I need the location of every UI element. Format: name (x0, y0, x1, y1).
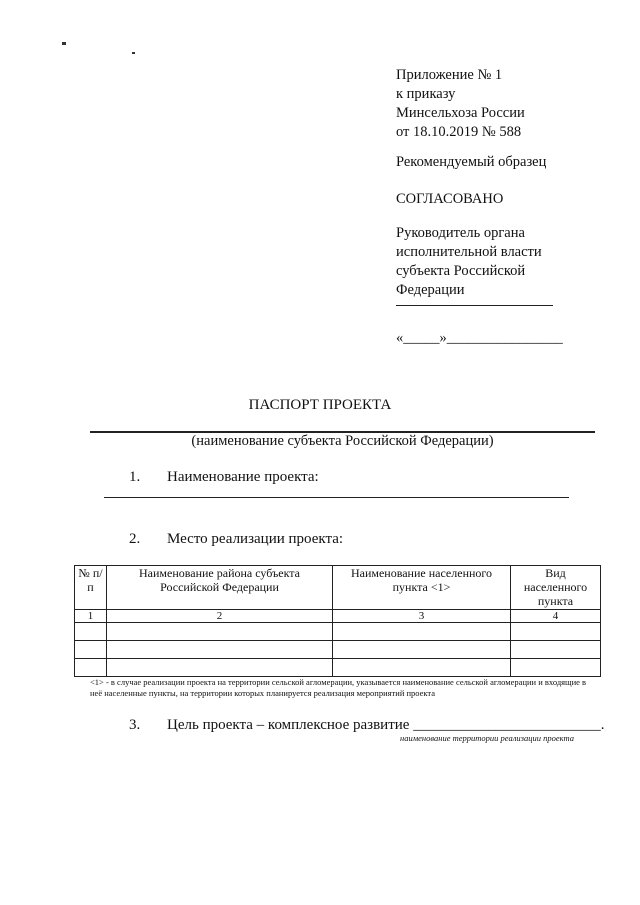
ministry-name: Минсельхоза России (396, 105, 525, 121)
recommended-sample: Рекомендуемый образец (396, 154, 547, 170)
table-cell[interactable] (107, 623, 333, 641)
appendix-label: Приложение № 1 (396, 67, 503, 83)
approval-date-field: «_____»________________ (396, 330, 563, 346)
head-line: Федерации (396, 282, 465, 298)
head-of-authority-block (396, 224, 542, 300)
scan-speck (132, 52, 135, 54)
section-number: 1. (129, 469, 141, 485)
section-number: 3. (129, 717, 141, 733)
table-row (75, 623, 601, 641)
goal-territory-caption: наименование территории реализации проекта (400, 733, 574, 743)
head-line: субъекта Российской (396, 263, 526, 279)
section-number: 2. (129, 531, 141, 547)
table-footnote: <1> - в случае реализации проекта на территории сельской агломерации, указывается наименование сельской агломерации и входящие в неё населенные пункты, на территории которых планируется реализация мероприятий проекта (90, 677, 587, 698)
order-date: от 18.10.2019 № 588 (396, 124, 522, 140)
table-row (75, 659, 601, 677)
location-table (74, 565, 601, 677)
signature-line (396, 305, 553, 306)
column-header: № п/п (75, 566, 107, 610)
head-line: Руководитель органа (396, 225, 525, 241)
table-cell[interactable] (333, 659, 511, 677)
index-cell: 2 (107, 610, 333, 623)
project-name-line (104, 497, 569, 498)
table-cell[interactable] (107, 659, 333, 677)
scan-speck (62, 42, 66, 45)
table-cell[interactable] (333, 641, 511, 659)
index-cell: 1 (75, 610, 107, 623)
document-title: ПАСПОРТ ПРОЕКТА (248, 397, 392, 413)
approved-label: СОГЛАСОВАНО (396, 191, 504, 207)
table-cell[interactable] (75, 659, 107, 677)
column-header: Вид населенного пункта (511, 566, 601, 610)
table-cell[interactable] (511, 641, 601, 659)
subject-name-caption: (наименование субъекта Российской Федерации) (191, 433, 494, 449)
table-cell[interactable] (511, 659, 601, 677)
table-cell[interactable] (75, 641, 107, 659)
table-header-row (75, 566, 601, 610)
index-cell: 4 (511, 610, 601, 623)
column-header: Наименование района субъекта Российской Федерации (107, 566, 333, 610)
section-text: Место реализации проекта: (167, 531, 344, 547)
table-cell[interactable] (75, 623, 107, 641)
table-row (75, 641, 601, 659)
appendix-block (396, 66, 525, 142)
section-text: Наименование проекта: (167, 469, 319, 485)
table-cell[interactable] (107, 641, 333, 659)
order-reference: к приказу (396, 86, 456, 102)
head-line: исполнительной власти (396, 244, 542, 260)
column-header: Наименование населенного пункта <1> (333, 566, 511, 610)
section-text: Цель проекта – комплексное развитие _________________________. (167, 717, 605, 733)
index-cell: 3 (333, 610, 511, 623)
table-cell[interactable] (333, 623, 511, 641)
table-cell[interactable] (511, 623, 601, 641)
table-index-row (75, 610, 601, 623)
